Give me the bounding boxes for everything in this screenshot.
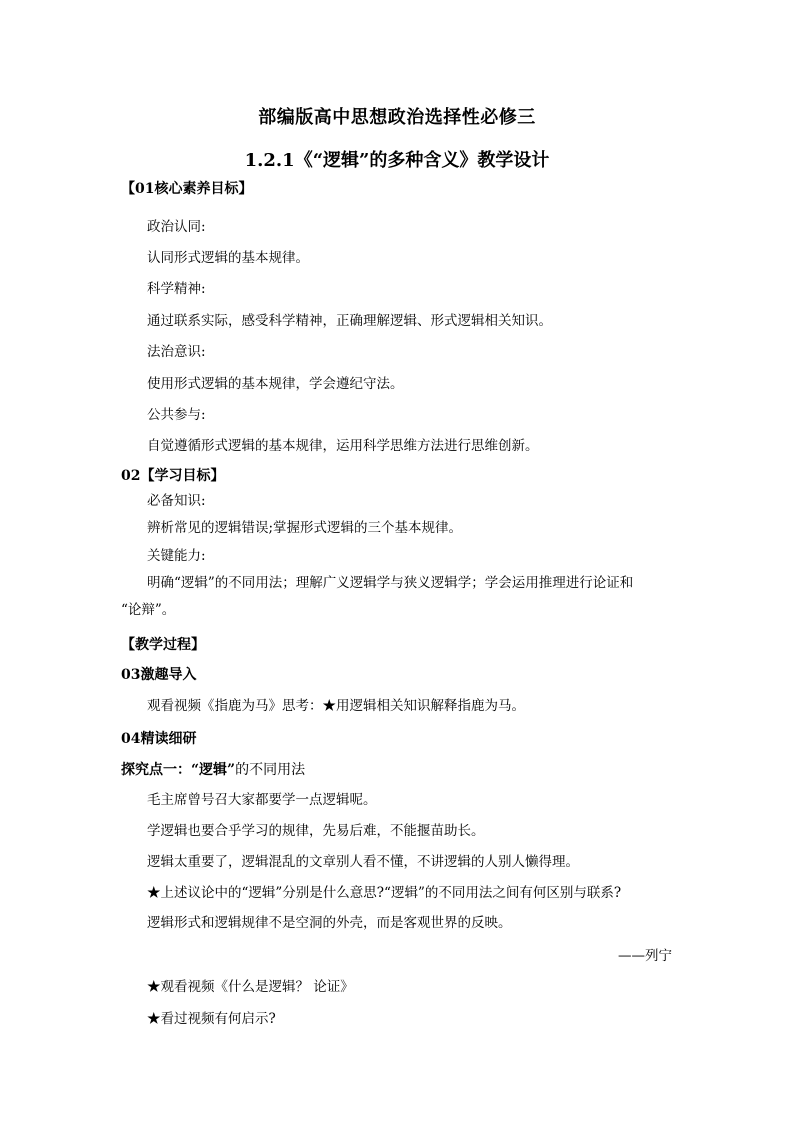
paragraph: 辨析常见的逻辑错误;掌握形式逻辑的三个基本规律。 xyxy=(147,520,463,536)
paragraph: 科学精神: xyxy=(147,281,206,297)
section-heading-learning-goals: 02【学习目标】 xyxy=(121,468,225,484)
subheading-inquiry-point-1 xyxy=(121,761,305,779)
subheading-bold-part: 探究点一：“逻辑” xyxy=(121,762,236,778)
section-heading-close-reading: 04精读细研 xyxy=(121,731,197,747)
paragraph: 通过联系实际，感受科学精神，正确理解逻辑、形式逻辑相关知识。 xyxy=(147,313,552,329)
paragraph: 关键能力: xyxy=(147,548,206,564)
paragraph: 法治意识: xyxy=(147,344,206,360)
paragraph: ★上述议论中的“逻辑”分别是什么意思?“逻辑”的不同用法之间有何区别与联系? xyxy=(147,885,622,901)
paragraph-continuation: “论辩”。 xyxy=(121,602,176,618)
paragraph: 必备知识: xyxy=(147,493,206,509)
paragraph: ★观看视频《什么是逻辑？ 论证》 xyxy=(147,979,354,995)
paragraph: 自觉遵循形式逻辑的基本规律，运用科学思维方法进行思维创新。 xyxy=(147,438,539,454)
paragraph: 逻辑形式和逻辑规律不是空洞的外壳，而是客观世界的反映。 xyxy=(147,915,512,931)
paragraph: 使用形式逻辑的基本规律，学会遵纪守法。 xyxy=(147,376,404,392)
document-title-line1: 部编版高中思想政治选择性必修三 xyxy=(258,107,536,128)
quote-attribution: ——列宁 xyxy=(618,948,672,964)
paragraph: 毛主席曾号召大家都要学一点逻辑呢。 xyxy=(147,792,377,808)
paragraph: 学逻辑也要合乎学习的规律，先易后难，不能揠苗助长。 xyxy=(147,823,485,839)
subheading-normal-part: 的不同用法 xyxy=(235,762,306,778)
section-heading-core-goals: 【01核心素养目标】 xyxy=(121,181,253,197)
paragraph: 认同形式逻辑的基本规律。 xyxy=(147,250,309,266)
section-heading-teaching-process: 【教学过程】 xyxy=(121,637,205,653)
document-title-line2: 1.2.1《“逻辑”的多种含义》教学设计 xyxy=(244,150,550,171)
section-heading-intro: 03激趣导入 xyxy=(121,667,197,683)
paragraph: 公共参与: xyxy=(147,407,206,423)
paragraph: 逻辑太重要了，逻辑混乱的文章别人看不懂，不讲逻辑的人别人懒得理。 xyxy=(147,854,579,870)
paragraph: 政治认同: xyxy=(147,219,206,235)
paragraph: 明确“逻辑”的不同用法；理解广义逻辑学与狭义逻辑学；学会运用推理进行论证和 xyxy=(147,575,634,591)
paragraph: 观看视频《指鹿为马》思考：★用逻辑相关知识解释指鹿为马。 xyxy=(147,698,525,714)
paragraph: ★看过视频有何启示? xyxy=(147,1011,276,1027)
